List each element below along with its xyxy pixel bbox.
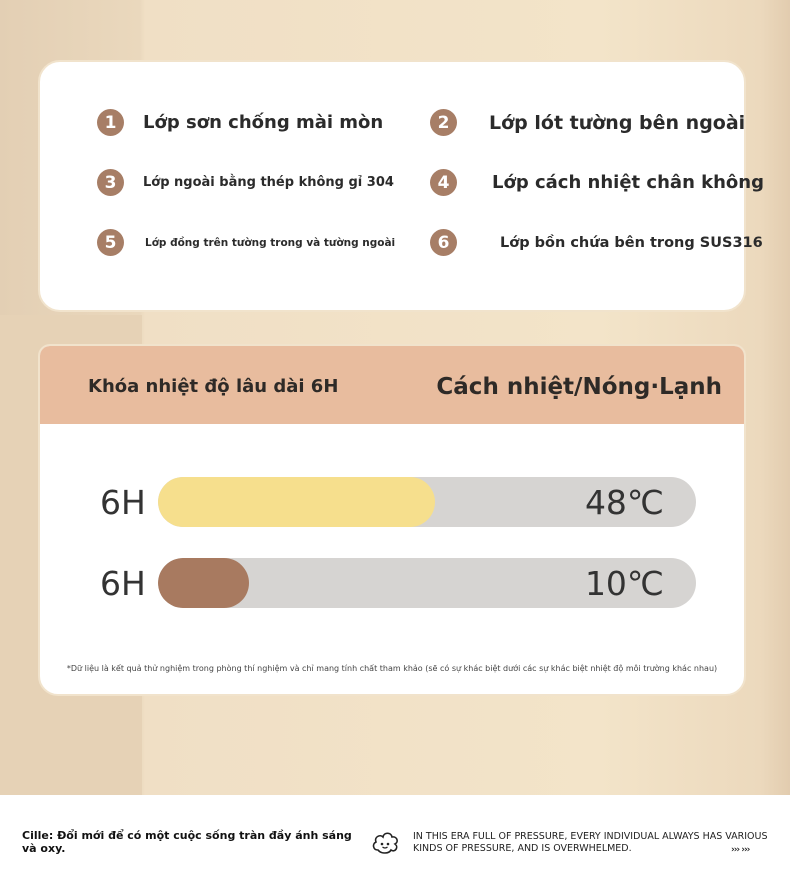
number-badge-1: 1 — [97, 109, 124, 136]
layer-item-5 — [97, 229, 395, 256]
number-badge-2: 2 — [430, 109, 457, 136]
bar-temperature-label: 48℃ — [584, 483, 664, 522]
layer-item-3 — [97, 169, 394, 196]
insulation-type-title: Cách nhiệt/Nóng·Lạnh — [436, 374, 722, 400]
arrow-decoration: ››› ››› — [731, 845, 750, 855]
bar-fill-cold — [158, 558, 249, 608]
cloud-face-logo-icon — [370, 828, 400, 856]
layer-item-1 — [97, 109, 383, 136]
brand-tagline: IN THIS ERA FULL OF PRESSURE, EVERY INDIVIDUAL ALWAYS HAS VARIOUS KINDS OF PRESSURE, AND IS OVERWHELMED. — [413, 831, 768, 854]
number-badge-6: 6 — [430, 229, 457, 256]
insulation-header — [40, 346, 744, 424]
brand-slogan: Cille: Đổi mới để có một cuộc sống tràn đầy ánh sáng và oxy. — [22, 829, 352, 855]
layer-item-6 — [430, 229, 763, 256]
layers-card — [38, 60, 764, 312]
layer-label-1: Lớp sơn chống mài mòn — [143, 112, 384, 133]
number-badge-3: 3 — [97, 169, 124, 196]
insulation-duration-title: Khóa nhiệt độ lâu dài 6H — [88, 376, 339, 397]
layer-label-5: Lớp đồng trên tường trong và tường ngoài — [145, 236, 396, 249]
temperature-bar-row — [40, 558, 744, 608]
bar-fill-hot — [158, 477, 435, 527]
disclaimer-text: *Dữ liệu là kết quả thử nghiệm trong phòng thí nghiệm và chỉ mang tính chất tham khảo (sẽ có sự khác biệt dưới các sự khác biệt nhiệt độ môi trường khác nhau) — [66, 664, 718, 673]
bar-hours-label: 6H — [100, 564, 146, 603]
layer-item-4 — [430, 169, 764, 196]
bar-temperature-label: 10℃ — [584, 564, 664, 603]
insulation-card — [38, 344, 746, 696]
layer-label-4: Lớp cách nhiệt chân không — [492, 172, 764, 193]
bar-hours-label: 6H — [100, 483, 146, 522]
temperature-bar-row — [40, 477, 744, 527]
layer-label-6: Lớp bồn chứa bên trong SUS316 — [500, 234, 763, 251]
number-badge-5: 5 — [97, 229, 124, 256]
bar-track — [158, 477, 696, 527]
number-badge-4: 4 — [430, 169, 457, 196]
layer-label-2: Lớp lót tường bên ngoài — [489, 111, 746, 134]
layer-item-2 — [430, 109, 745, 136]
layer-label-3: Lớp ngoài bằng thép không gỉ 304 — [143, 175, 394, 190]
bar-track — [158, 558, 696, 608]
